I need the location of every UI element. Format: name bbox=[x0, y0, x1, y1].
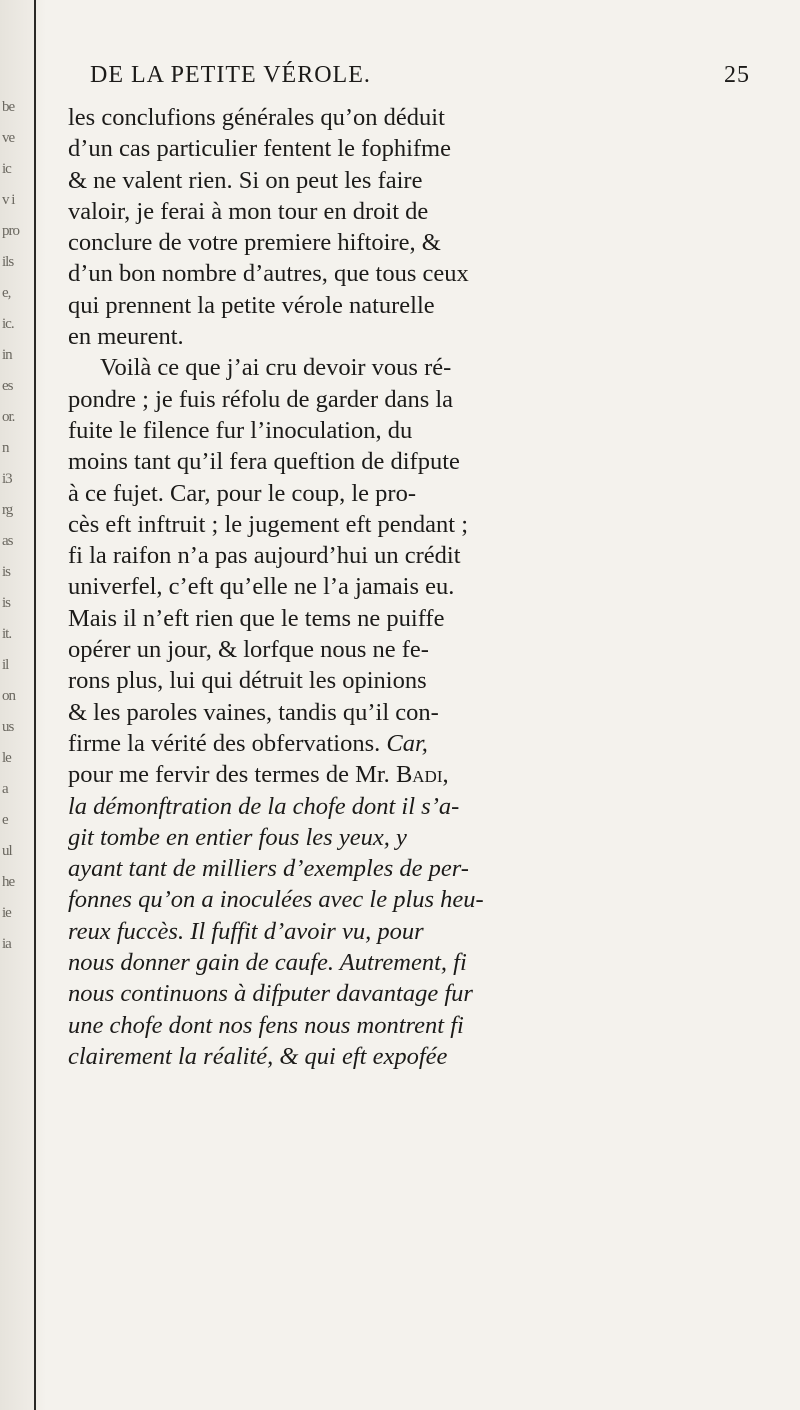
text-line bbox=[50, 478, 780, 509]
text-line bbox=[50, 102, 780, 133]
bleed-fragment: i3 bbox=[2, 471, 12, 487]
quote-line bbox=[50, 1041, 780, 1072]
bleed-fragment: ic bbox=[2, 161, 11, 177]
author-name: Badi bbox=[395, 761, 443, 789]
line-text: rons plus, lui qui détruit les opinions bbox=[68, 667, 427, 695]
bleed-fragment: be bbox=[2, 100, 15, 115]
bleed-fragment: ve bbox=[2, 130, 15, 146]
line-text: les conclufions générales qu’on déduit bbox=[68, 104, 445, 131]
bleed-fragment: es bbox=[2, 378, 13, 394]
bleed-fragment: e bbox=[2, 812, 8, 828]
line-text: ayant tant de milliers d’exemples de per- bbox=[68, 855, 469, 883]
line-text: nous donner gain de caufe. Autrement, fi bbox=[68, 949, 467, 977]
page-header bbox=[90, 62, 750, 94]
text-line bbox=[50, 290, 780, 321]
text-line bbox=[50, 540, 780, 571]
line-text: valoir, je ferai à mon tour en droit de bbox=[68, 197, 429, 225]
bleed-fragment: le bbox=[2, 750, 11, 766]
text-line bbox=[50, 133, 780, 164]
bleed-fragment: rg bbox=[2, 502, 13, 518]
bleed-fragment: he bbox=[2, 874, 15, 890]
line-text: reux fuccès. Il fuffit d’avoir vu, pour bbox=[68, 917, 424, 945]
bleed-fragment: ie bbox=[2, 905, 11, 921]
line-text: clairement la réalité, & qui eft expofée bbox=[68, 1042, 448, 1070]
line-text: conclure de votre premiere hiftoire, & bbox=[68, 229, 441, 257]
quote-line bbox=[50, 978, 780, 1009]
text-line bbox=[50, 258, 780, 289]
line-text: une chofe dont nos fens nous montrent fi bbox=[68, 1011, 464, 1039]
line-text: , bbox=[442, 761, 449, 789]
bleed-fragment: in bbox=[2, 347, 12, 363]
line-text: cès eft inftruit ; le jugement eft pendant ; bbox=[68, 510, 469, 538]
line-text: & ne valent rien. Si on peut les faire bbox=[68, 166, 423, 194]
bleed-fragment: e, bbox=[2, 285, 11, 301]
line-text: la démonftration de la chofe dont il s’a- bbox=[68, 792, 460, 820]
bleed-fragment: is bbox=[2, 564, 11, 580]
line-text: univerfel, c’eft qu’elle ne l’a jamais eu. bbox=[68, 573, 455, 601]
line-text: fuite le filence fur l’inoculation, du bbox=[68, 416, 413, 444]
line-text: d’un bon nombre d’autres, que tous ceux bbox=[68, 260, 469, 288]
paragraph-start-line bbox=[50, 352, 780, 383]
text-line bbox=[50, 634, 780, 665]
bleed-fragment: il bbox=[2, 657, 9, 673]
binding-edge-line bbox=[34, 0, 36, 1410]
quote-line bbox=[50, 1010, 780, 1041]
bleed-fragment: a bbox=[2, 781, 8, 797]
quote-line bbox=[50, 822, 780, 853]
quote-line bbox=[50, 947, 780, 978]
line-text: fi la raifon n’a pas aujourd’hui un crédit bbox=[68, 542, 461, 570]
line-text: firme la vérité des obfervations. bbox=[68, 729, 387, 757]
text-line bbox=[50, 165, 780, 196]
quote-line bbox=[50, 916, 780, 947]
text-line bbox=[50, 321, 780, 352]
line-text: Mais il n’eft rien que le tems ne puiffe bbox=[68, 604, 445, 632]
page-number: 25 bbox=[724, 62, 750, 88]
bleed-fragment: is bbox=[2, 595, 11, 611]
text-line bbox=[50, 728, 780, 759]
bleed-fragment: n bbox=[2, 440, 9, 456]
italic-text: Car, bbox=[386, 729, 428, 757]
bleed-fragment: ia bbox=[2, 936, 11, 952]
line-text: qui prennent la petite vérole naturelle bbox=[68, 291, 435, 319]
bleed-fragment: or. bbox=[2, 409, 15, 425]
bleed-fragment: us bbox=[2, 719, 14, 735]
body-text bbox=[50, 102, 780, 1072]
line-text: fonnes qu’on a inoculées avec le plus heu- bbox=[68, 886, 484, 914]
text-line bbox=[50, 665, 780, 696]
bleed-fragment: ul bbox=[2, 843, 12, 859]
bleed-fragment: ils bbox=[2, 254, 14, 270]
bleed-fragment: pro bbox=[2, 223, 19, 239]
running-title: DE LA PETITE VÉROLE. bbox=[90, 62, 371, 88]
text-line bbox=[50, 509, 780, 540]
text-line bbox=[50, 227, 780, 258]
text-line bbox=[50, 571, 780, 602]
line-text: à ce fujet. Car, pour le coup, le pro- bbox=[68, 479, 417, 507]
facing-page-gutter bbox=[0, 0, 46, 1410]
text-line bbox=[50, 697, 780, 728]
text-line bbox=[50, 196, 780, 227]
text-line bbox=[50, 384, 780, 415]
bleed-fragment: ic. bbox=[2, 316, 14, 332]
line-text: en meurent. bbox=[68, 323, 184, 351]
line-text: d’un cas particulier fentent le fophifme bbox=[68, 135, 451, 163]
bleed-fragment: on bbox=[2, 688, 15, 704]
line-text: moins tant qu’il fera queftion de difpute bbox=[68, 448, 460, 476]
quote-line bbox=[50, 791, 780, 822]
line-text: Voilà ce que j’ai cru devoir vous ré- bbox=[100, 354, 452, 382]
text-line bbox=[50, 759, 780, 790]
line-text: nous continuons à difputer davantage fur bbox=[68, 980, 473, 1008]
text-line bbox=[50, 603, 780, 634]
text-line bbox=[50, 415, 780, 446]
bleed-fragment: it. bbox=[2, 626, 12, 642]
quote-line bbox=[50, 884, 780, 915]
line-text: git tombe en entier fous les yeux, y bbox=[68, 823, 407, 851]
line-text: opérer un jour, & lorfque nous ne fe- bbox=[68, 636, 429, 664]
line-text: pondre ; je fuis réfolu de garder dans la bbox=[68, 385, 454, 413]
quote-line bbox=[50, 853, 780, 884]
bleed-fragment: as bbox=[2, 533, 13, 549]
line-text: & les paroles vaines, tandis qu’il con- bbox=[68, 698, 439, 726]
bleed-fragment: v i bbox=[2, 192, 15, 208]
text-line bbox=[50, 446, 780, 477]
line-text: pour me fervir des termes de Mr. bbox=[68, 761, 396, 789]
